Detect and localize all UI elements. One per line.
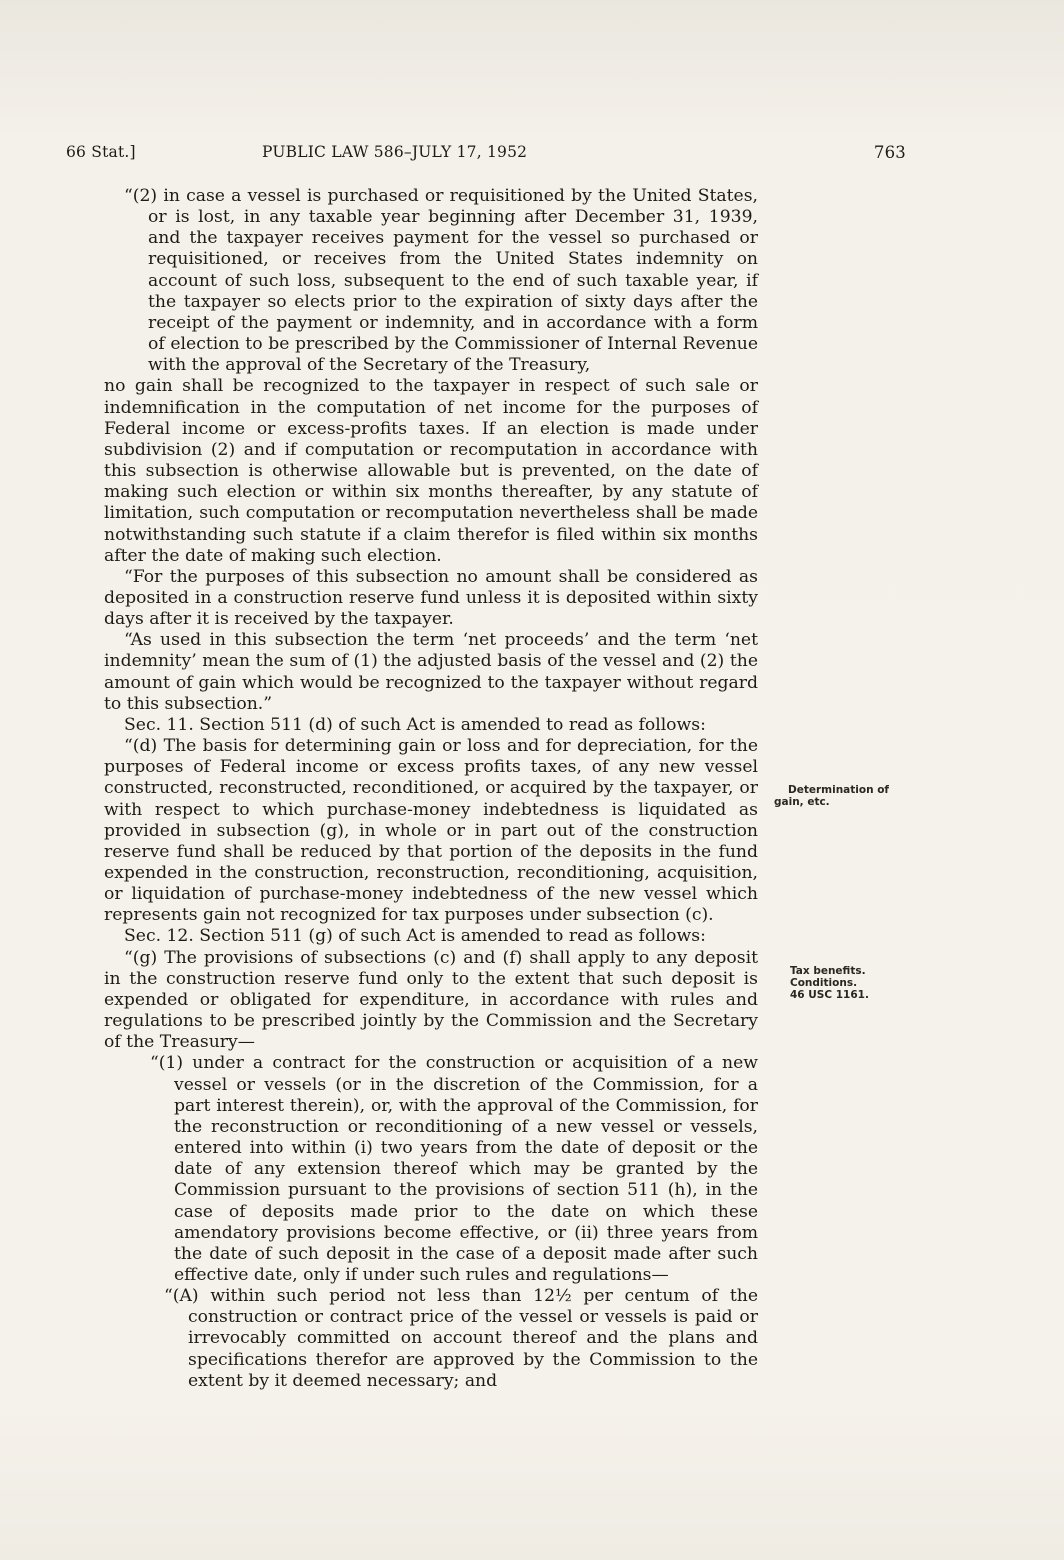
margin-note-line: Conditions. bbox=[790, 977, 858, 989]
paragraph-net-proceeds: “As used in this subsection the term ‘net proceeds’ and the term ‘net indemnity’ mean the sum of (1) the adjusted basis of the vessel and (2) the amount of gain which would be recognized to the taxpayer without regard to this subsection.” bbox=[104, 630, 758, 714]
running-title: PUBLIC LAW 586–JULY 17, 1952 bbox=[262, 143, 528, 161]
statute-volume: 66 Stat.] bbox=[66, 143, 136, 161]
margin-note-line: gain, etc. bbox=[774, 796, 830, 808]
margin-note-line: Determination of bbox=[788, 784, 890, 796]
page-header bbox=[66, 143, 906, 167]
paragraph-clause-1: “(1) under a contract for the construction or acquisition of a new vessel or vessels (or in the discretion of the Commission, for a part interest therein), or, with the approval of the Commission, for the reconstruction or reconditioning of a new vessel or vessels, entered into within (i) two years from the date of deposit or the date of any extension thereof which may be granted by the Commission pursuant to the provisions of section 511 (h), in the case of deposits made prior to the date on which these amendatory provisions become effective, or (ii) three years from the date of such deposit in the case of a deposit made after such effective date, only if under such rules and regulations— bbox=[150, 1053, 758, 1285]
margin-note-tax-benefits bbox=[790, 965, 930, 1001]
margin-note-line: Tax benefits. bbox=[790, 965, 866, 977]
paragraph-subsection-g: “(g) The provisions of subsections (c) and (f) shall apply to any deposit in the construction reserve fund only to the extent that such deposit is expended or obligated for expenditure, in accordance with rules and regulations to be prescribed jointly by the Commission and the Secretary of the Treasury— bbox=[104, 947, 758, 1053]
paragraph-deposit-period: “For the purposes of this subsection no amount shall be considered as deposited in a construction reserve fund unless it is deposited within sixty days after it is received by the taxpayer. bbox=[104, 566, 758, 630]
margin-note-determination bbox=[774, 784, 914, 808]
paragraph-subsection-d: “(d) The basis for determining gain or loss and for depreciation, for the purposes of Federal income or excess profits taxes, of any new vessel constructed, reconstructed, reconditioned, or acquired by the taxpayer, or with respect to which purchase-money indebtedness is liquidated as provided in subsection (g), in whole or in part out of the construction reserve fund shall be reduced by that portion of the deposits in the fund expended in the construction, reconstruction, reconditioning, acquisition, or liquidation of purchase-money indebtedness of the new vessel which represents gain not recognized for tax purposes under subsection (c). bbox=[104, 736, 758, 926]
margin-note-line: 46 USC 1161. bbox=[790, 989, 869, 1001]
paragraph-sec-12: Sec. 12. Section 511 (g) of such Act is amended to read as follows: bbox=[124, 926, 706, 947]
paragraph-sec-11: Sec. 11. Section 511 (d) of such Act is amended to read as follows: bbox=[124, 714, 706, 735]
body-text bbox=[104, 186, 758, 1392]
paragraph-clause-a: “(A) within such period not less than 12½ per centum of the construction or contract price of the vessel or vessels is paid or irrevocably committed on account thereof and the plans and specifications therefor are approved by the Commission to the extent by it deemed necessary; and bbox=[164, 1286, 758, 1391]
page-number: 763 bbox=[873, 143, 906, 162]
paragraph-no-gain: no gain shall be recognized to the taxpayer in respect of such sale or indemnification in the computation of net income for the purposes of Federal income or excess-profits taxes. If an election is made under subdivision (2) and if computation or recomputation in accordance with this subsection is otherwise allowable but is prevented, on the date of making such election or within six months thereafter, by any statute of limitation, such computation or recomputation nevertheless shall be made notwithstanding such statute if a claim therefor is filed within six months after the date of making such election. bbox=[104, 376, 758, 566]
paragraph-subdivision-2: “(2) in case a vessel is purchased or requisitioned by the United States, or is lost, in any taxable year beginning after December 31, 1939, and the taxpayer receives payment for the vessel so purchased or requisitioned, or receives from the United States indemnity on account of such loss, subsequent to the end of such taxable year, if the taxpayer so elects prior to the expiration of sixty days after the receipt of the payment or indemnity, and in accordance with a form of election to be prescribed by the Commissioner of Internal Revenue with the approval of the Secretary of the Treasury, bbox=[124, 186, 758, 376]
